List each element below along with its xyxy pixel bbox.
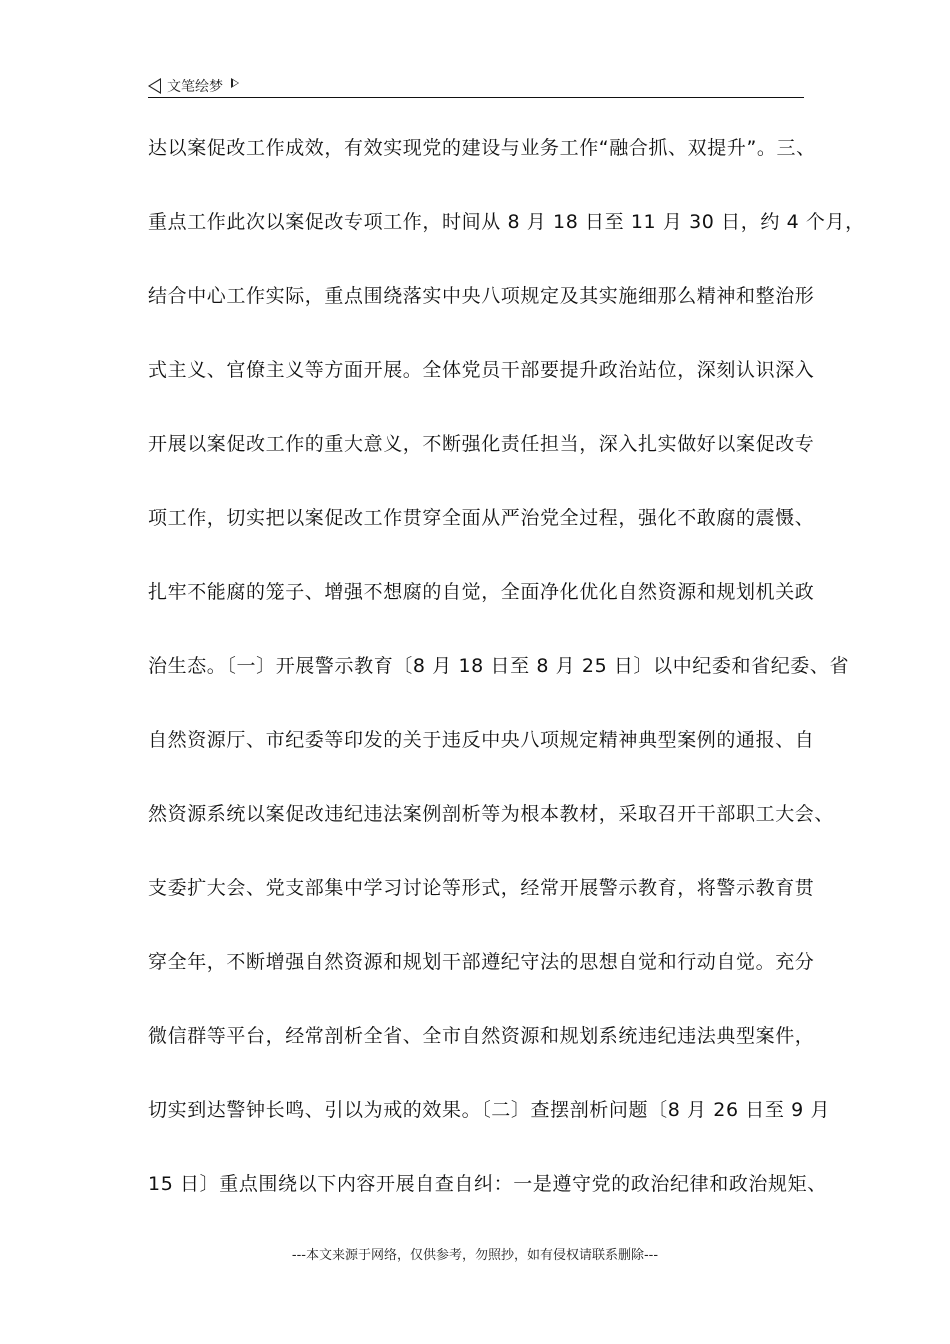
- body-line: 然资源系统以案促改违纪违法案例剖析等为根本教材，采取召开干部职工大会、: [148, 803, 835, 825]
- body-line: 式主义、官僚主义等方面开展。全体党员干部要提升政治站位，深刻认识深入: [148, 359, 815, 381]
- body-line: 切实到达警钟长鸣、引以为戒的效果。〔二〕查摆剖析问题〔8 月 26 日至 9 月: [148, 1099, 831, 1121]
- body-line: 项工作，切实把以案促改工作贯穿全面从严治党全过程，强化不敢腐的震慑、: [148, 507, 815, 529]
- document-header: [148, 74, 804, 98]
- body-line: 穿全年，不断增强自然资源和规划干部遵纪守法的思想自觉和行动自觉。充分: [148, 951, 815, 973]
- triangle-left-outline-icon: [148, 78, 161, 94]
- document-body: [148, 128, 865, 1238]
- body-line: 支委扩大会、党支部集中学习讨论等形式，经常开展警示教育，将警示教育贯: [148, 877, 815, 899]
- body-line: 微信群等平台，经常剖析全省、全市自然资源和规划系统违纪违法典型案件，: [148, 1025, 815, 1047]
- body-line: 治生态。〔一〕开展警示教育〔8 月 18 日至 8 月 25 日〕以中纪委和省纪委、省: [148, 655, 850, 677]
- triangle-right-outline-icon: [231, 78, 239, 88]
- body-line: 结合中心工作实际，重点围绕落实中央八项规定及其实施细那么精神和整治形: [148, 285, 815, 307]
- body-line: 重点工作此次以案促改专项工作，时间从 8 月 18 日至 11 月 30 日，约 4 个月，: [148, 211, 865, 233]
- footer-disclaimer: ---本文来源于网络，仅供参考，勿照抄，如有侵权请联系删除---: [291, 1248, 659, 1263]
- body-line: 自然资源厅、市纪委等印发的关于违反中央八项规定精神典型案例的通报、自: [148, 729, 815, 751]
- header-title: 文笔绘梦: [167, 79, 223, 95]
- body-line: 达以案促改工作成效，有效实现党的建设与业务工作“融合抓、双提升”。三、: [148, 137, 816, 159]
- body-line: 开展以案促改工作的重大意义，不断强化责任担当，深入扎实做好以案促改专: [148, 433, 815, 455]
- body-line: 扎牢不能腐的笼子、增强不想腐的自觉，全面净化优化自然资源和规划机关政: [148, 581, 815, 603]
- header-rule: [148, 97, 804, 98]
- body-line: 15 日〕重点围绕以下内容开展自查自纠：一是遵守党的政治纪律和政治规矩、: [148, 1173, 827, 1195]
